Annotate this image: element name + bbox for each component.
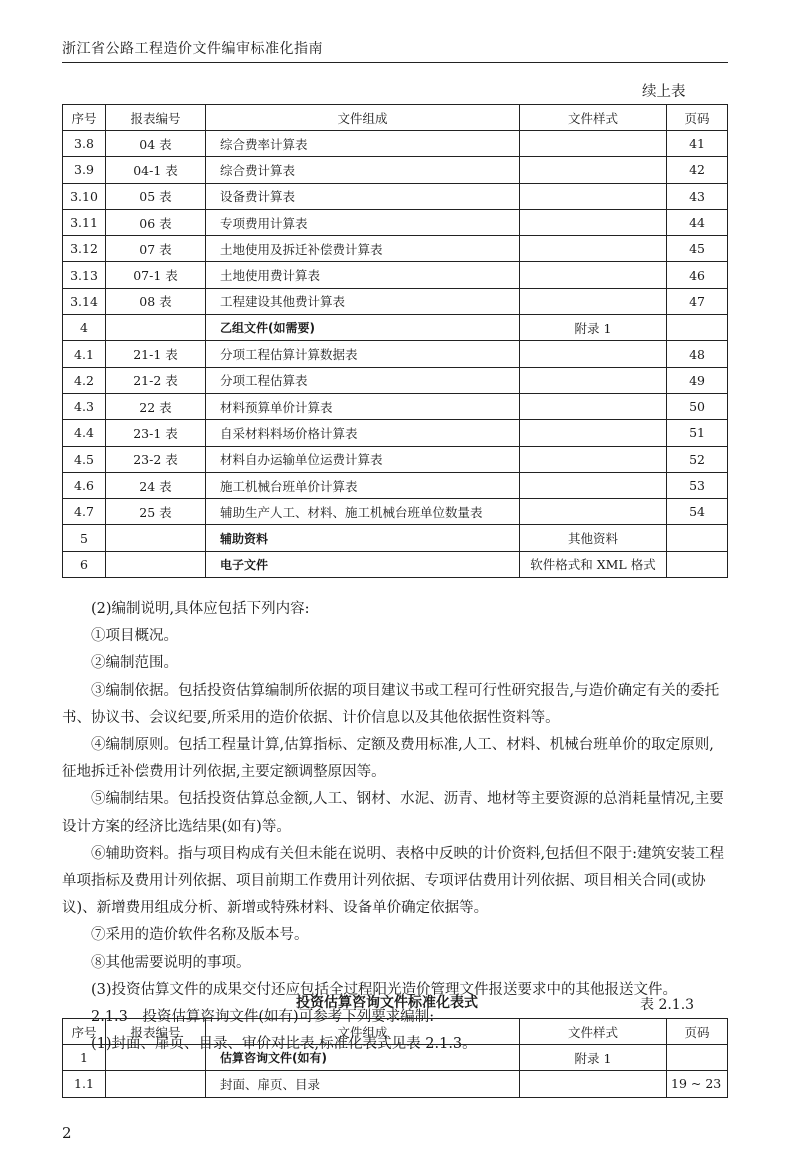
cell-no: 4.7 xyxy=(63,499,106,525)
cell-name: 设备费计算表 xyxy=(206,183,520,209)
table-row xyxy=(63,393,728,419)
cell-style xyxy=(520,499,667,525)
cell-name: 分项工程估算计算数据表 xyxy=(206,341,520,367)
cell-style: 软件格式和 XML 格式 xyxy=(520,551,667,577)
table-row xyxy=(63,367,728,393)
table-row xyxy=(63,209,728,235)
cell-page: 45 xyxy=(667,236,728,262)
cell-style xyxy=(520,288,667,314)
cell-code: 23-1 表 xyxy=(106,420,206,446)
cell-code: 07-1 表 xyxy=(106,262,206,288)
paragraph: ③编制依据。包括投资估算编制所依据的项目建议书或工程可行性研究报告,与造价确定有关的委托书、协议书、会议纪要,所采用的造价依据、计价信息以及其他依据性资料等。 xyxy=(62,682,720,726)
cell-code: 23-2 表 xyxy=(106,446,206,472)
cell-page xyxy=(667,551,728,577)
cell-page: 54 xyxy=(667,499,728,525)
col-header-style: 文件样式 xyxy=(520,105,667,131)
table-header-row xyxy=(63,1019,728,1045)
cell-name: 工程建设其他费计算表 xyxy=(206,288,520,314)
cell-page xyxy=(667,1045,728,1071)
cell-no: 5 xyxy=(63,525,106,551)
cell-name: 封面、扉页、目录 xyxy=(206,1071,520,1097)
cell-code: 04 表 xyxy=(106,131,206,157)
cell-style xyxy=(520,446,667,472)
col-header-name: 文件组成 xyxy=(206,1019,520,1045)
continued-label: 续上表 xyxy=(642,84,686,100)
cell-style xyxy=(520,157,667,183)
cell-page xyxy=(667,315,728,341)
table-row xyxy=(63,131,728,157)
cell-name: 综合费计算表 xyxy=(206,157,520,183)
paragraph: ⑤编制结果。包括投资估算总金额,人工、钢材、水泥、沥青、地材等主要资源的总消耗量情况,主要设计方案的经济比选结果(如有)等。 xyxy=(62,791,724,835)
table-row xyxy=(63,499,728,525)
paragraph: ①项目概况。 xyxy=(91,628,178,645)
cell-name: 施工机械台班单价计算表 xyxy=(206,472,520,498)
cell-no: 4.4 xyxy=(63,420,106,446)
section-heading: 2.1.3 投资估算咨询文件(如有)可参考下列要求编制: xyxy=(91,1009,435,1026)
paragraph: ⑥辅助资料。指与项目构成有关但未能在说明、表格中反映的计价资料,包括但不限于:建筑安装工程单项指标及费用计列依据、项目前期工作费用计列依据、专项评估费用计列依据、项目相关合同(或协议)、新增费用组成分析、新增或特殊材料、设备单价确定依据等。 xyxy=(62,845,724,917)
cell-name: 材料预算单价计算表 xyxy=(206,393,520,419)
cell-page: 41 xyxy=(667,131,728,157)
cell-name: 估算咨询文件(如有) xyxy=(206,1045,520,1071)
cell-name: 土地使用费计算表 xyxy=(206,262,520,288)
cell-code: 25 表 xyxy=(106,499,206,525)
cell-page xyxy=(667,525,728,551)
cell-name: 电子文件 xyxy=(206,551,520,577)
cell-code: 24 表 xyxy=(106,472,206,498)
cell-code: 22 表 xyxy=(106,393,206,419)
cell-style: 附录 1 xyxy=(520,315,667,341)
table-row xyxy=(63,157,728,183)
cell-no: 1.1 xyxy=(63,1071,106,1097)
cell-code xyxy=(106,1071,206,1097)
col-header-page: 页码 xyxy=(667,1019,728,1045)
col-header-code: 报表编号 xyxy=(106,105,206,131)
cell-page: 49 xyxy=(667,367,728,393)
cell-page: 44 xyxy=(667,209,728,235)
cell-style xyxy=(520,420,667,446)
cell-code: 08 表 xyxy=(106,288,206,314)
paragraph: (1)封面、扉页、目录、审价对比表,标准化表式见表 2.1.3。 xyxy=(91,1036,477,1053)
cell-page: 51 xyxy=(667,420,728,446)
paragraph: (2)编制说明,具体应包括下列内容: xyxy=(91,601,310,617)
cell-style xyxy=(520,262,667,288)
cell-no: 6 xyxy=(63,551,106,577)
cell-code: 21-1 表 xyxy=(106,341,206,367)
cell-no: 4.5 xyxy=(63,446,106,472)
cell-style xyxy=(520,367,667,393)
cell-page: 48 xyxy=(667,341,728,367)
file-composition-table-continued xyxy=(62,104,728,578)
cell-name: 自采材料料场价格计算表 xyxy=(206,420,520,446)
cell-style xyxy=(520,236,667,262)
cell-page: 52 xyxy=(667,446,728,472)
cell-no: 3.11 xyxy=(63,209,106,235)
cell-code: 04-1 表 xyxy=(106,157,206,183)
table-row xyxy=(63,1045,728,1071)
running-header: 浙江省公路工程造价文件编审标准化指南 xyxy=(62,41,323,57)
table-row xyxy=(63,446,728,472)
col-header-name: 文件组成 xyxy=(206,105,520,131)
cell-page: 53 xyxy=(667,472,728,498)
cell-style: 附录 1 xyxy=(520,1045,667,1071)
cell-no: 1 xyxy=(63,1045,106,1071)
table-row xyxy=(63,1071,728,1097)
cell-code xyxy=(106,525,206,551)
table-number: 表 2.1.3 xyxy=(640,997,695,1013)
cell-code xyxy=(106,1045,206,1071)
cell-no: 3.13 xyxy=(63,262,106,288)
table-row xyxy=(63,183,728,209)
cell-style xyxy=(520,472,667,498)
table-title: 投资估算咨询文件标准化表式 xyxy=(296,995,478,1011)
cell-name: 乙组文件(如需要) xyxy=(206,315,520,341)
table-row xyxy=(63,288,728,314)
cell-no: 4 xyxy=(63,315,106,341)
cell-no: 4.6 xyxy=(63,472,106,498)
table-row xyxy=(63,525,728,551)
paragraph: (3)投资估算文件的成果交付还应包括全过程阳光造价管理文件报送要求中的其他报送文件。 xyxy=(91,981,678,998)
cell-style xyxy=(520,1071,667,1097)
col-header-no: 序号 xyxy=(63,1019,106,1045)
table-row xyxy=(63,262,728,288)
col-header-no: 序号 xyxy=(63,105,106,131)
table-row xyxy=(63,236,728,262)
cell-name: 专项费用计算表 xyxy=(206,209,520,235)
cell-no: 3.10 xyxy=(63,183,106,209)
cell-style xyxy=(520,209,667,235)
cell-page: 43 xyxy=(667,183,728,209)
cell-style: 其他资料 xyxy=(520,525,667,551)
cell-no: 3.14 xyxy=(63,288,106,314)
col-header-style: 文件样式 xyxy=(520,1019,667,1045)
cell-page: 19 ~ 23 xyxy=(667,1071,728,1097)
cell-page: 46 xyxy=(667,262,728,288)
paragraph: ④编制原则。包括工程量计算,估算指标、定额及费用标准,人工、材料、机械台班单价的取定原则,征地拆迁补偿费用计列依据,主要定额调整原因等。 xyxy=(62,737,714,781)
col-header-code: 报表编号 xyxy=(106,1019,206,1045)
paragraph: ⑦采用的造价软件名称及版本号。 xyxy=(91,927,309,944)
paragraph: ⑧其他需要说明的事项。 xyxy=(91,954,251,971)
cell-page: 42 xyxy=(667,157,728,183)
cell-style xyxy=(520,393,667,419)
col-header-page: 页码 xyxy=(667,105,728,131)
cell-no: 3.12 xyxy=(63,236,106,262)
cell-code: 06 表 xyxy=(106,209,206,235)
table-row xyxy=(63,420,728,446)
cell-style xyxy=(520,341,667,367)
cell-code: 21-2 表 xyxy=(106,367,206,393)
table-row xyxy=(63,341,728,367)
cell-code: 05 表 xyxy=(106,183,206,209)
cell-code xyxy=(106,551,206,577)
cell-no: 3.9 xyxy=(63,157,106,183)
cell-name: 土地使用及拆迁补偿费计算表 xyxy=(206,236,520,262)
cell-name: 辅助资料 xyxy=(206,525,520,551)
table-row xyxy=(63,315,728,341)
page-number: 2 xyxy=(62,1124,72,1142)
cell-code xyxy=(106,315,206,341)
cell-no: 4.1 xyxy=(63,341,106,367)
consulting-file-table xyxy=(62,1018,728,1098)
cell-no: 3.8 xyxy=(63,131,106,157)
cell-no: 4.3 xyxy=(63,393,106,419)
header-rule xyxy=(62,62,728,63)
cell-page: 50 xyxy=(667,393,728,419)
table-row xyxy=(63,472,728,498)
table-row xyxy=(63,551,728,577)
cell-code: 07 表 xyxy=(106,236,206,262)
body-text xyxy=(62,596,728,1058)
cell-no: 4.2 xyxy=(63,367,106,393)
table-header-row xyxy=(63,105,728,131)
cell-style xyxy=(520,131,667,157)
cell-name: 辅助生产人工、材料、施工机械台班单位数量表 xyxy=(206,499,520,525)
cell-name: 材料自办运输单位运费计算表 xyxy=(206,446,520,472)
cell-style xyxy=(520,183,667,209)
cell-page: 47 xyxy=(667,288,728,314)
cell-name: 综合费率计算表 xyxy=(206,131,520,157)
cell-name: 分项工程估算表 xyxy=(206,367,520,393)
paragraph: ②编制范围。 xyxy=(91,655,178,672)
